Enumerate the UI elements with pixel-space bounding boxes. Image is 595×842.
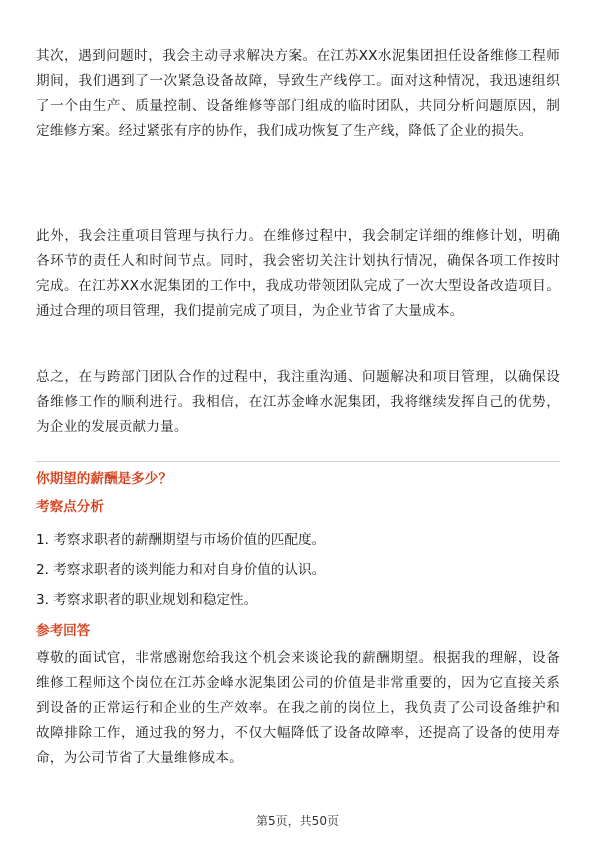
- page-indicator: 第5页，共50页: [256, 814, 339, 828]
- body-paragraph-2: 此外，我会注重项目管理与执行力。在维修过程中，我会制定详细的维修计划，明确各环节的责任人和时间节点。同时，我会密切关注计划执行情况，确保各项工作按时完成。在江苏XX水泥集团的工作中，我成功带领团队完成了一次大型设备改造项目。通过合理的项目管理，我们提前完成了项目，为企业节省了大量成本。: [36, 228, 560, 319]
- section-divider: [36, 461, 560, 462]
- body-paragraph-3: 总之，在与跨部门团队合作的过程中，我注重沟通、问题解决和项目管理，以确保设备维修工作的顺利进行。我相信，在江苏金峰水泥集团，我将继续发挥自己的优势，为企业的发展贡献力量。: [36, 369, 560, 435]
- analysis-list: [36, 525, 560, 615]
- analysis-point-1: 1. 考察求职者的薪酬期望与市场价值的匹配度。: [36, 532, 326, 548]
- question-title: 你期望的薪酬是多少？: [36, 471, 172, 487]
- answer-heading: 参考回答: [36, 623, 91, 639]
- analysis-point-3: 3. 考察求职者的职业规划和稳定性。: [36, 592, 258, 608]
- analysis-point-2: 2. 考察求职者的谈判能力和对自身价值的认识。: [36, 562, 326, 578]
- answer-text: 尊敬的面试官，非常感谢您给我这个机会来谈论我的薪酬期望。根据我的理解，设备维修工程师这个岗位在江苏金峰水泥集团公司的价值是非常重要的，因为它直接关系到设备的正常运行和企业的生产效率。在我之前的岗位上，我负责了公司设备维护和故障排除工作，通过我的努力，不仅大幅降低了设备故障率，还提高了设备的使用寿命，为公司节省了大量维修成本。: [36, 650, 560, 766]
- analysis-heading: 考察点分析: [36, 499, 104, 515]
- body-paragraph-1: 其次，遇到问题时，我会主动寻求解决方案。在江苏XX水泥集团担任设备维修工程师期间，我们遇到了一次紧急设备故障，导致生产线停工。面对这种情况，我迅速组织了一个由生产、质量控制、设备维修等部门组成的临时团队，共同分析问题原因，制定维修方案。经过紧张有序的协作，我们成功恢复了生产线，降低了企业的损失。: [36, 48, 560, 139]
